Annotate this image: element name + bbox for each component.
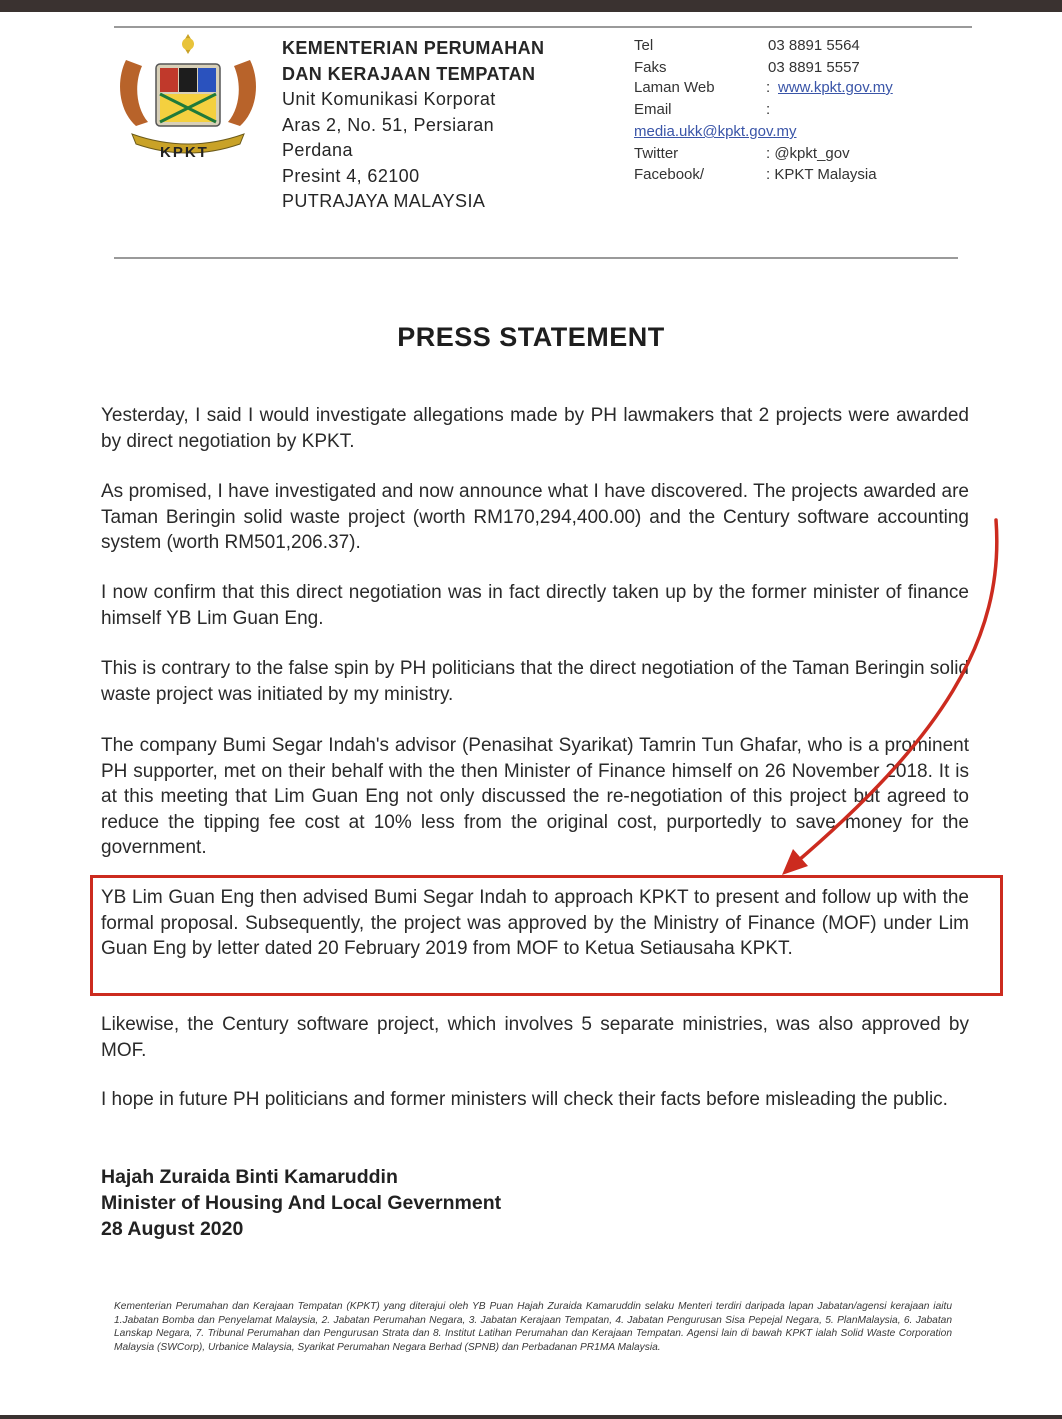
address-line: KEMENTERIAN PERUMAHAN bbox=[282, 38, 545, 58]
address-line: Aras 2, No. 51, Persiaran bbox=[282, 114, 495, 135]
fax-value: 03 8891 5557 bbox=[768, 59, 860, 76]
paragraph-5: The company Bumi Segar Indah's advisor (Penasihat Syarikat) Tamrin Tun Ghafar, who is a prominent PH supporter, met on their behalf with the then Minister of Finance himself on 26 November 2018. It is at this meeting that Lim Guan Eng not only discussed the re-negotiation of this project but agreed to reduce the tipping fee cost at 10% less from the original cost, purportedly to save money for the government. bbox=[101, 735, 969, 858]
signatory-position: Minister of Housing And Local Gevernment bbox=[101, 1192, 502, 1214]
tel-value: 03 8891 5564 bbox=[768, 37, 860, 54]
ministry-address bbox=[282, 36, 544, 215]
address-line: Unit Komunikasi Korporat bbox=[282, 89, 496, 109]
statement-date: 28 August 2020 bbox=[101, 1218, 244, 1240]
address-line: DAN KERAJAAN TEMPATAN bbox=[282, 63, 536, 84]
address-line: Perdana bbox=[282, 140, 353, 160]
twitter-label: Twitter bbox=[634, 145, 679, 162]
email-label: Email bbox=[634, 101, 672, 118]
web-separator: : bbox=[766, 79, 771, 96]
paragraph-6-highlighted: YB Lim Guan Eng then advised Bumi Segar Indah to approach KPKT to present and follow up with the formal proposal. Subsequently, the project was approved by the Ministry of Finance (MOF) under Lim Guan Eng by letter dated 20 February 2019 from MOF to Ketua Setiausaha KPKT. bbox=[101, 887, 969, 959]
tel-label: Tel bbox=[634, 37, 654, 54]
paragraph-2: As promised, I have investigated and now announce what I have discovered. The projects awarded are Taman Beringin solid waste project (worth RM170,294,400.00) and the Century software accounting system (worth RM501,206.37). bbox=[101, 481, 969, 553]
email-link[interactable]: media.ukk@kpkt.gov.my bbox=[634, 123, 797, 140]
web-label: Laman Web bbox=[634, 79, 715, 96]
logo-caption: KPKT bbox=[160, 144, 209, 161]
top-frame-bar bbox=[0, 0, 1062, 12]
fax-label: Faks bbox=[634, 59, 667, 76]
bottom-frame-bar bbox=[0, 1415, 1062, 1419]
email-separator: : bbox=[766, 101, 771, 118]
facebook-value: : KPKT Malaysia bbox=[766, 166, 877, 183]
footer-note: Kementerian Perumahan dan Kerajaan Tempatan (KPKT) yang diterajui oleh YB Puan Hajah Zuraida Kamaruddin selaku Menteri terdiri daripada lapan Jabatan/agensi kerajaan iaitu 1.Jabatan Bomba dan Penyelamat Malaysia, 2. Jabatan Perumahan Negara, 3. Jabatan Kerajaan Tempatan, 4. Jabatan Pengurusan Sisa Pepejal Negara, 5. PlanMalaysia, 6. Jabatan Lanskap Negara, 7. Tribunal Perumahan dan Pengurusan Strata dan 8. Institut Latihan Perumahan dan Kerajaan Tempatan. Agensi lain di bawah KPKT ialah Solid Waste Corporation Malaysia (SWCorp), Urbanice Malaysia, Syarikat Perumahan Negara Berhad (SPNB) dan Perbadanan PR1MA Malaysia. bbox=[114, 1301, 952, 1353]
document-title: PRESS STATEMENT bbox=[397, 322, 665, 352]
twitter-value: : @kpkt_gov bbox=[766, 145, 850, 162]
header-top-rule bbox=[114, 26, 972, 28]
signatory-name: Hajah Zuraida Binti Kamaruddin bbox=[101, 1166, 398, 1188]
facebook-label: Facebook/ bbox=[634, 166, 705, 183]
red-highlight-box bbox=[90, 875, 1003, 996]
paragraph-4: This is contrary to the false spin by PH politicians that the direct negotiation of the Taman Beringin solid waste project was initiated by my ministry. bbox=[101, 658, 969, 705]
paragraph-3: I now confirm that this direct negotiation was in fact directly taken up by the former minister of finance himself YB Lim Guan Eng. bbox=[101, 582, 969, 629]
address-line: PUTRAJAYA MALAYSIA bbox=[282, 191, 486, 211]
website-link[interactable]: www.kpkt.gov.my bbox=[778, 79, 893, 96]
paragraph-7: Likewise, the Century software project, which involves 5 separate ministries, was also approved by MOF. bbox=[101, 1014, 969, 1061]
signature-block bbox=[101, 1164, 501, 1242]
header-bottom-rule bbox=[114, 257, 958, 259]
address-line: Presint 4, 62100 bbox=[282, 165, 420, 186]
paragraph-8: I hope in future PH politicians and former ministers will check their facts before misleading the public. bbox=[101, 1089, 948, 1110]
paragraph-1: Yesterday, I said I would investigate allegations made by PH lawmakers that 2 projects were awarded by direct negotiation by KPKT. bbox=[101, 405, 969, 452]
